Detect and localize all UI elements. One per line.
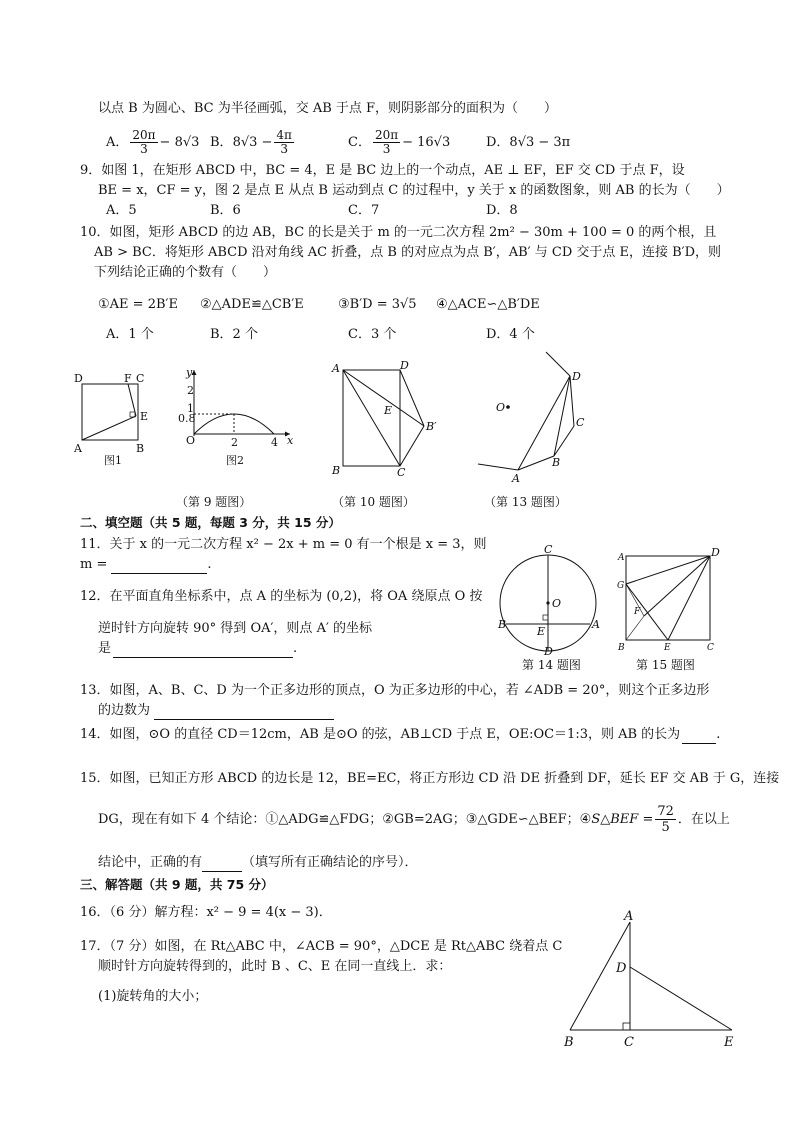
q17-figure (560, 908, 750, 1050)
q15-answer-blank[interactable] (202, 857, 242, 872)
svg-text:O: O (496, 401, 506, 414)
q11-line2: m = . (80, 557, 212, 572)
svg-text:A: A (592, 618, 600, 631)
svg-text:2: 2 (187, 384, 194, 397)
q10-claim-3: ③B′D = 3√5 (338, 297, 417, 312)
svg-text:D: D (711, 546, 720, 559)
q16-line: 16．（6 分）解方程：x² − 9 = 4(x − 3)． (80, 905, 332, 920)
svg-text:B: B (564, 1035, 574, 1050)
q8-option-c: C． $\frac{20\pi}{3}$ − 16√3 (348, 128, 451, 156)
svg-text:O: O (186, 434, 196, 447)
svg-text:B: B (618, 643, 625, 653)
svg-text:B′: B′ (426, 420, 437, 433)
q13-figure (470, 350, 590, 486)
svg-text:B: B (136, 442, 145, 455)
svg-text:B: B (332, 464, 341, 477)
svg-text:A: A (332, 362, 340, 375)
svg-text:4: 4 (271, 436, 278, 449)
q9-line1: 9．如图 1，在矩形 ABCD 中，BC = 4，E 是 BC 边上的一个动点，AE ⊥ EF，EF 交 CD 于点 F，设 (80, 163, 685, 178)
svg-text:1: 1 (187, 402, 194, 415)
svg-text:A: A (74, 442, 82, 455)
q14-figure-caption: 第 14 题图 (522, 658, 581, 672)
svg-text:E: E (384, 404, 393, 417)
svg-text:F: F (124, 372, 132, 385)
svg-text:C: C (707, 643, 714, 653)
fig2-caption: 图2 (226, 454, 244, 467)
svg-text:2: 2 (231, 436, 238, 449)
svg-text:C: C (624, 1035, 634, 1050)
svg-text:C: C (544, 543, 553, 556)
q15-line2: DG，现在有如下 4 个结论：①△ADG≌△FDG；②GB=2AG；③△GDE∽△BEF；④S△BEF = $\frac{72}{5}$ ．在以上 (98, 804, 730, 835)
svg-text:C: C (576, 416, 585, 429)
svg-text:D: D (544, 645, 553, 658)
svg-text:x: x (287, 434, 294, 447)
svg-text:A: A (624, 909, 634, 924)
svg-text:G: G (617, 581, 625, 591)
section-3-title: 三、解答题（共 9 题，共 75 分） (80, 877, 274, 892)
svg-text:D: D (572, 370, 581, 383)
svg-text:C: C (397, 466, 406, 479)
q11-answer-blank[interactable] (111, 559, 207, 574)
svg-text:y: y (186, 366, 193, 379)
q9-option-b: B．6 (210, 203, 241, 218)
q13-answer-blank[interactable] (154, 705, 334, 720)
q13-line1: 13．如图，A、B、C、D 为一个正多边形的顶点，O 为正多边形的中心，若 ∠ADB = 20°，则这个正多边形 (80, 683, 710, 698)
q14-answer-blank[interactable] (682, 729, 716, 744)
q10-claim-1: ①AE = 2B′E (98, 297, 178, 312)
svg-text:D: D (74, 372, 83, 385)
q10-line1: 10．如图，矩形 ABCD 的边 AB，BC 的长是关于 m 的一元二次方程 2m² − 30m + 100 = 0 的两个根，且 (80, 225, 717, 240)
svg-text:B: B (552, 456, 561, 469)
q15-line1: 15．如图，已知正方形 ABCD 的边长是 12，BE=EC，将正方形边 CD 沿 DE 折叠到 DF，延长 EF 交 AB 于 G，连接 (80, 771, 780, 786)
q14-figure (494, 544, 606, 656)
q12-line3: 是 . (98, 641, 298, 656)
fig1-caption: 图1 (104, 454, 122, 467)
q12-line1: 12．在平面直角坐标系中，点 A 的坐标为 (0,2)，将 OA 绕原点 O 按 (80, 589, 483, 604)
svg-text:D: D (400, 359, 409, 372)
q17-line3: (1)旋转角的大小； (98, 989, 208, 1004)
svg-text:0.8: 0.8 (178, 412, 196, 425)
section-2-title: 二、填空题（共 5 题，每题 3 分，共 15 分） (80, 515, 341, 530)
svg-text:E: E (724, 1035, 734, 1050)
q13-figure-caption: （第 13 题图） (484, 495, 567, 509)
q10-option-c: C．3 个 (348, 327, 397, 342)
q9-figure-1 (70, 370, 160, 470)
q8-option-d: D．8√3 − 3π (486, 135, 571, 150)
q8-option-b: B．8√3 − $\frac{4\pi}{3}$ (210, 128, 292, 156)
svg-text:A: A (618, 553, 625, 563)
q9-option-c: C．7 (348, 203, 380, 218)
svg-text:B: B (498, 618, 507, 631)
svg-text:F: F (634, 607, 641, 617)
q15-line3: 结论中，正确的有 （填写所有正确结论的序号）． (98, 855, 418, 870)
q8-text: 以点 B 为圆心、BC 为半径画弧，交 AB 于点 F，则阴影部分的面积为（ ） (98, 101, 558, 116)
svg-text:O: O (552, 597, 562, 610)
svg-text:E: E (140, 410, 149, 423)
q10-option-b: B．2 个 (210, 327, 258, 342)
q8-option-a: A． $\frac{20\pi}{3}$ − 8√3 (106, 128, 200, 156)
svg-text:E: E (664, 643, 671, 653)
q9-option-a: A．5 (106, 203, 137, 218)
q14-line: 14．如图，⊙O 的直径 CD＝12cm，AB 是⊙O 的弦，AB⊥CD 于点 E，OE:OC＝1:3，则 AB 的长为 . (80, 727, 721, 742)
q11-line1: 11．关于 x 的一元二次方程 x² − 2x + m = 0 有一个根是 x = 3，则 (80, 537, 487, 552)
svg-text:E: E (537, 625, 546, 638)
svg-text:D: D (616, 961, 627, 976)
q10-line3: 下列结论正确的个数有（ ） (94, 265, 277, 280)
q9-line2: BE = x，CF = y，图 2 是点 E 从点 B 运动到点 C 的过程中，y 关于 x 的函数图象，则 AB 的长为（ ） (98, 183, 730, 198)
q10-figure (328, 359, 443, 479)
svg-text:C: C (136, 372, 145, 385)
svg-text:A: A (512, 472, 520, 485)
q15-figure-caption: 第 15 题图 (636, 658, 695, 672)
q10-claim-4: ④△ACE∽△B′DE (436, 297, 540, 312)
q12-line2: 逆时针方向旋转 90° 得到 OA′，则点 A′ 的坐标 (98, 621, 373, 636)
q10-option-a: A．1 个 (106, 327, 154, 342)
q9-figure-caption: （第 9 题图） (176, 495, 252, 509)
q10-line2: AB > BC．将矩形 ABCD 沿对角线 AC 折叠，点 B 的对应点为点 B′，AB′ 与 CD 交于点 E，连接 B′D，则 (94, 245, 722, 260)
q13-line2: 的边数为 (98, 702, 334, 720)
q10-figure-caption: （第 10 题图） (332, 495, 415, 509)
q10-option-d: D．4 个 (486, 327, 535, 342)
q17-line1: 17．（7 分）如图，在 Rt△ABC 中，∠ACB = 90°，△DCE 是 Rt△ABC 绕着点 C (80, 939, 563, 954)
q15-figure (614, 546, 720, 654)
q9-figure-2-graph (180, 364, 295, 468)
q12-answer-blank[interactable] (113, 643, 293, 658)
q10-claim-2: ②△ADE≌△CB′E (200, 297, 304, 312)
q9-option-d: D．8 (486, 203, 518, 218)
q17-line2: 顺时针方向旋转得到的，此时 B 、C、E 在同一直线上．求： (98, 959, 452, 974)
